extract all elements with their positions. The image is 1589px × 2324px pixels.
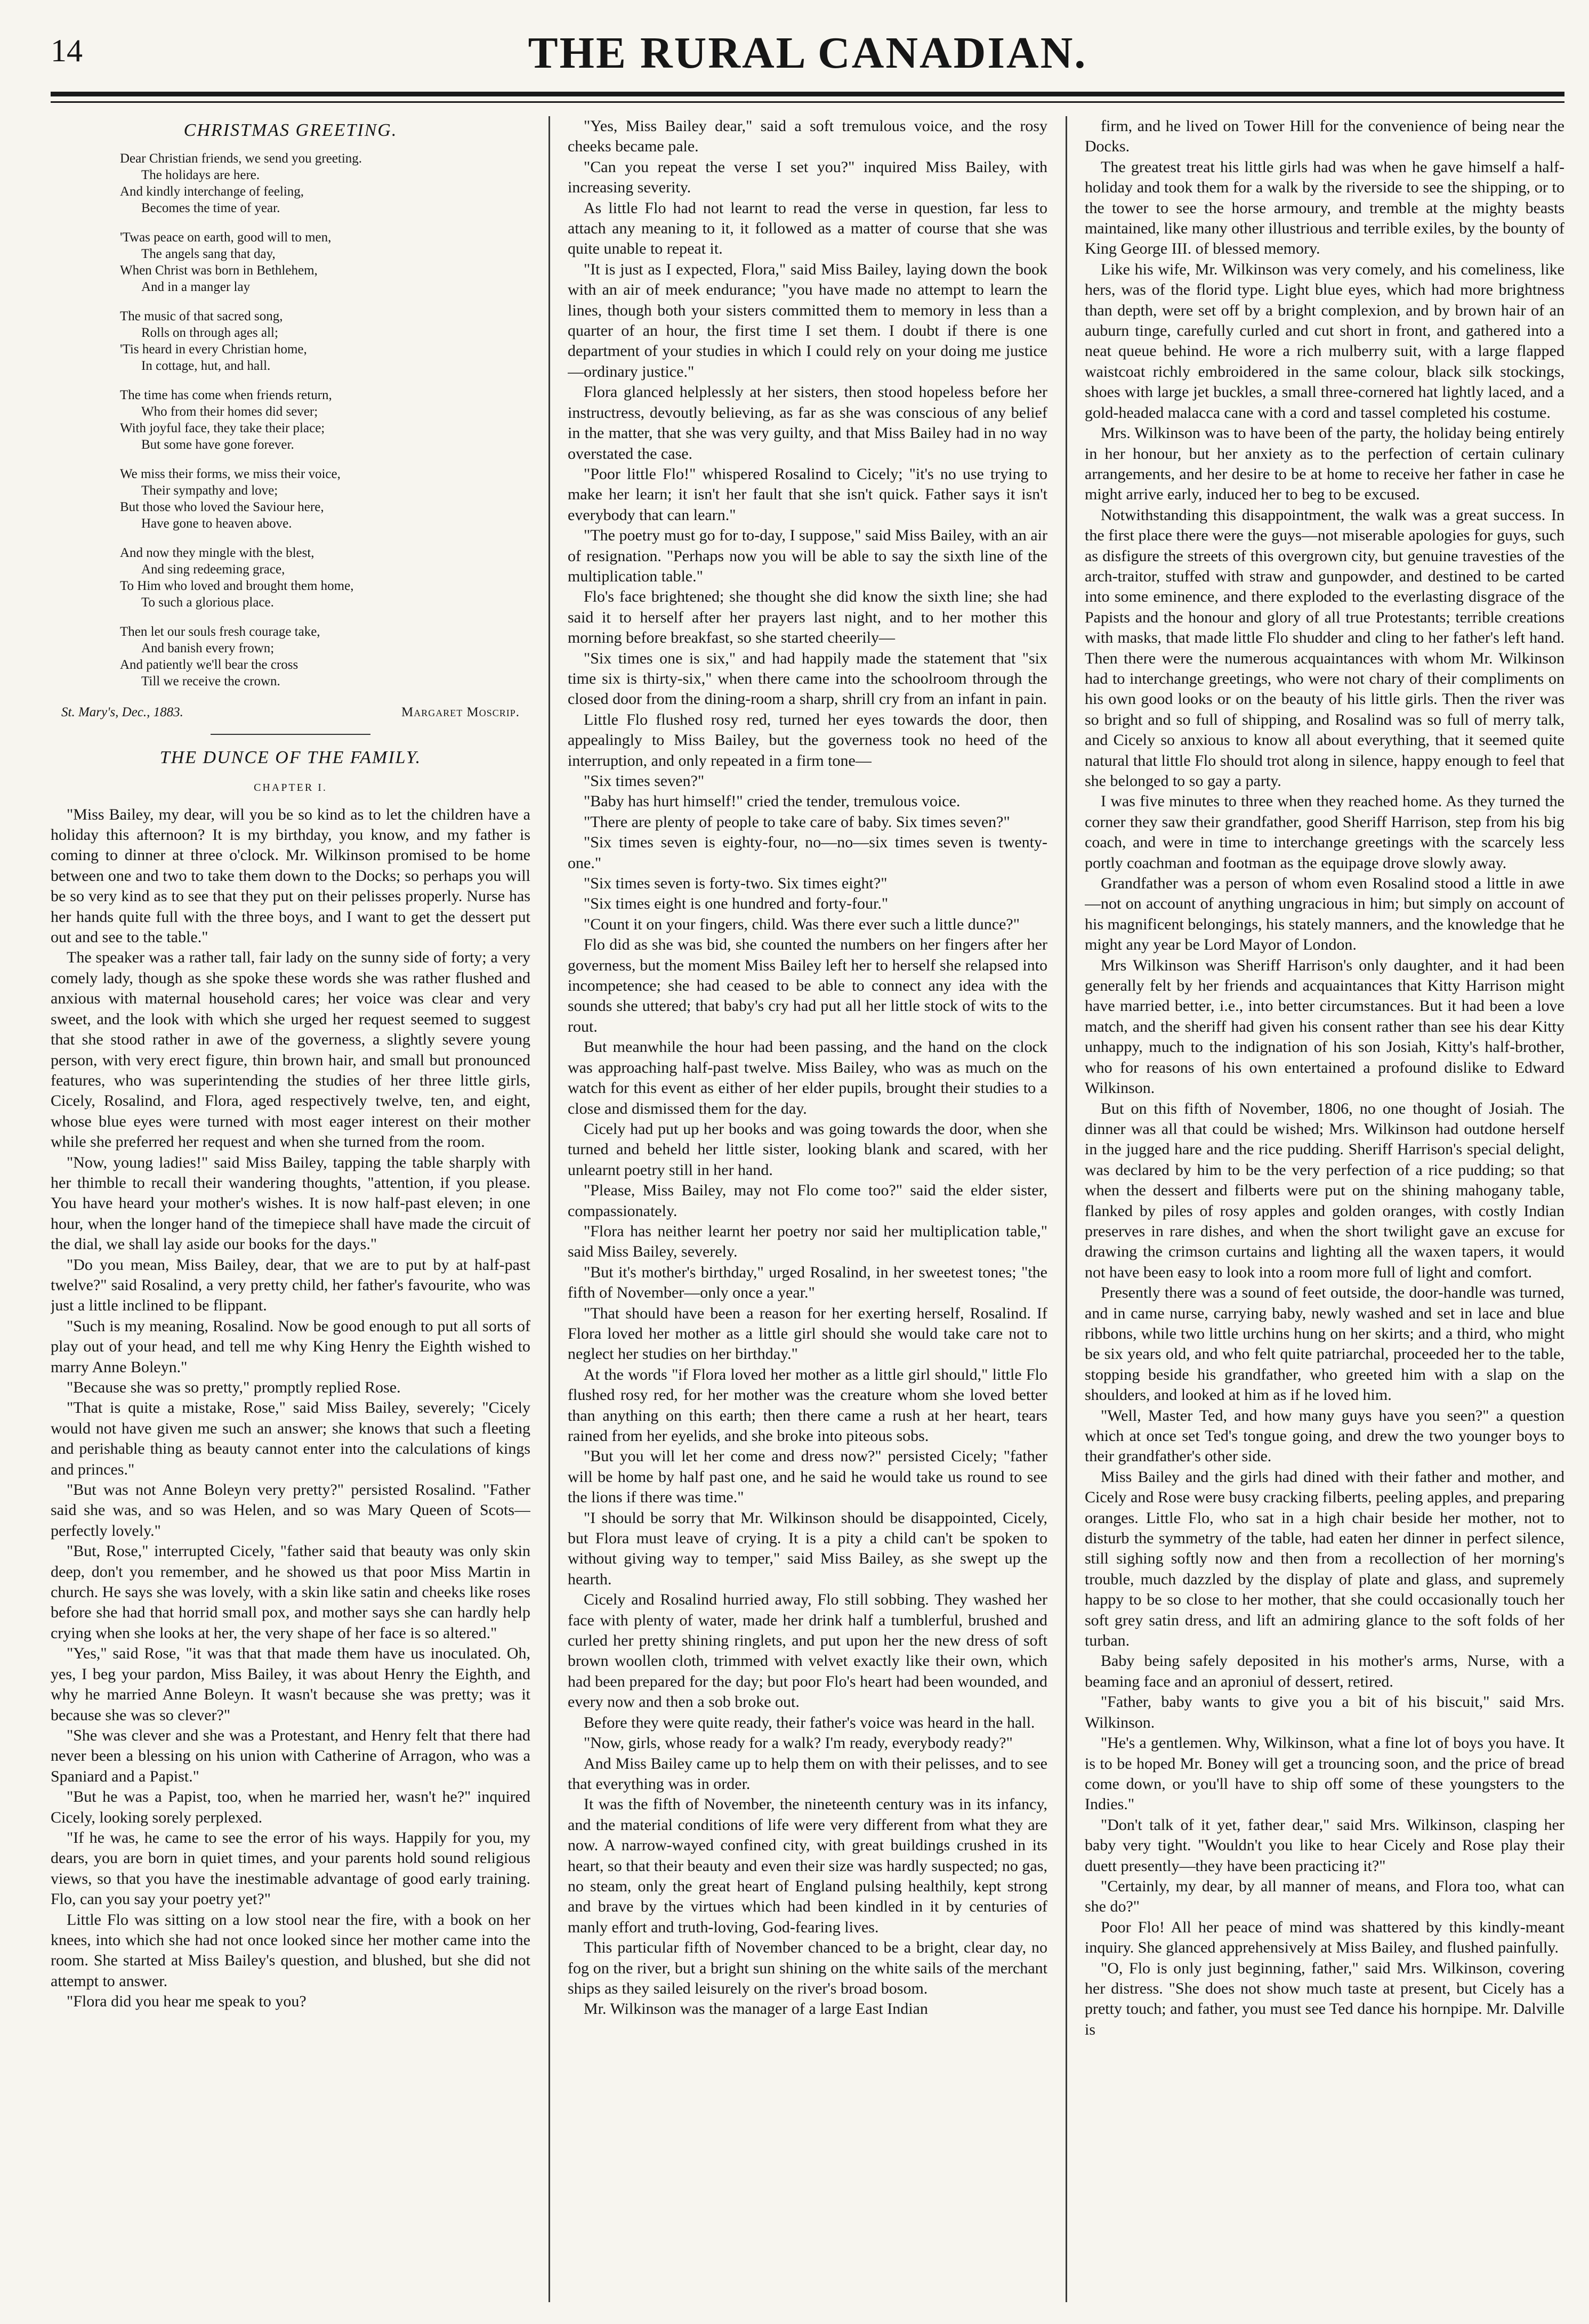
poem-line: 'Twas peace on earth, good will to men,: [120, 230, 332, 245]
story-title: THE DUNCE OF THE FAMILY.: [159, 747, 422, 767]
paragraph: "Six times eight is one hundred and forty-four.": [584, 895, 889, 913]
poem-line: Have gone to heaven above.: [141, 516, 292, 531]
paragraph: Before they were quite ready, their father's voice was heard in the hall.: [584, 1713, 1035, 1731]
paragraph: "Count it on your fingers, child. Was there ever such a little dunce?": [584, 915, 1020, 933]
paragraph: firm, and he lived on Tower Hill for the convenience of being near the Docks.: [1085, 117, 1564, 156]
paragraph: "O, Flo is only just beginning, father," said Mrs. Wilkinson, covering her distress. "She does not show much taste at present, but Cicely has a pretty touch; and father, you must see Ted dance his hornpipe. Mr. Dalville is: [1085, 1959, 1564, 2038]
paragraph: "I should be sorry that Mr. Wilkinson should be disappointed, Cicely, but Flora must leave of crying. It is a pity a child can't be spoken to without giving way to temper," said Miss Bailey, as she swept up the hearth.: [568, 1509, 1047, 1588]
paragraph: Flora glanced helplessly at her sisters, then stood hopeless before her instructress, devoutly believing, as far as she was conscious of any belief in the matter, that she was very guilty, and that Miss Bailey had in no way overstated the case.: [568, 383, 1047, 463]
paragraph: "If he was, he came to see the error of his ways. Happily for you, my dears, you are born in quiet times, and your parents hold sound religious views, so that you have the inestimable advantage of good early training. Flo, can you say your poetry yet?": [51, 1828, 530, 1908]
paragraph: "Six times seven is forty-two. Six times eight?": [584, 874, 888, 893]
poem-line: In cottage, hut, and hall.: [141, 359, 271, 374]
paragraph: "But it's mother's birthday," urged Rosalind, in her sweetest tones; "the fifth of November—only once a year.": [568, 1263, 1047, 1302]
poem-place-date: St. Mary's, Dec., 1883.: [61, 705, 183, 720]
poem-line: The holidays are here.: [141, 168, 260, 183]
paragraph: "Six times seven?": [584, 772, 705, 790]
poem-line: The music of that sacred song,: [120, 309, 283, 324]
poem-signature: [61, 702, 520, 723]
poem-line: Till we receive the crown.: [141, 674, 280, 689]
column-3-text: [1085, 116, 1564, 2040]
paragraph: The greatest treat his little girls had was when he gave himself a half-holiday and took them for a walk by the riverside to see the shipping, or to the tower to see the horse armoury, and tremble at the mighty beasts maintained, like many other illustrious and terrible exiles, by the bounty of King George III. of blessed memory.: [1085, 158, 1564, 258]
paragraph: This particular fifth of November chanced to be a bright, clear day, no fog on the river, but a bright sun shining on the white sails of the merchant ships as they sailed leisurely on the river's broad bosom.: [568, 1939, 1047, 1997]
paragraph: "There are plenty of people to take care of baby. Six times seven?": [584, 813, 1010, 831]
paragraph: Mrs Wilkinson was Sheriff Harrison's only daughter, and it had been generally felt by her friends and acquaintances that Kitty Harrison might have married better, i.e., into better circumstances. But it had been a love match, and the sheriff had given his consent rather than see his dear Kitty unhappy, much to the indignation of his son Josiah, Kitty's half-brother, who for reasons of his own entertained a profound dislike to Edward Wilkinson.: [1085, 956, 1564, 1097]
paragraph: Notwithstanding this disappointment, the walk was a great success. In the first place there were the guys—not miserable apologies for guys, such as disfigure the streets of this overgrown city, but genuine travesties of the arch-traitor, stuffed with straw and gunpowder, and destined to be carted into some eminence, and there exploded to the everlasting disgrace of the Papists and the honour and glory of all true Protestants; terrible creations with masks, that made little Flo shudder and cling to her father's left hand. Then there were the numerous acquaintances with whom Mr. Wilkinson had to interchange greetings, who were not chary of their compliments on his own good looks or on the beauty of his little girls. Then the river was so bright and so full of shipping, and Rosalind was so full of merry talk, and Cicely so anxious to know all about everything, that it seemed quite natural that little Flo should trot along in silence, happy enough to feel that she belonged to so gay a party.: [1085, 506, 1564, 790]
poem-line: And now they mingle with the blest,: [120, 546, 314, 561]
paragraph: "Yes," said Rose, "it was that that made them have us inoculated. Oh, yes, I beg your pardon, Miss Bailey, it was about Henry the Eighth, and why he married Anne Boleyn. It wasn't because she was pretty; was it because she was so clever?": [51, 1645, 530, 1724]
masthead-rule-thick: [51, 92, 1564, 96]
paragraph: Little Flo was sitting on a low stool near the fire, with a book on her knees, into which she had not once looked since her mother came into the room. She started at Miss Bailey's question, and blushed, but she did not attempt to answer.: [51, 1910, 530, 1990]
paragraph: Baby being safely deposited in his mother's arms, Nurse, with a beaming face and an aproniul of dessert, retired.: [1085, 1652, 1564, 1690]
column-3: [1085, 116, 1564, 2302]
paragraph: "Flora has neither learnt her poetry nor said her multiplication table," said Miss Bailey, severely.: [568, 1222, 1047, 1261]
poem-line: We miss their forms, we miss their voice,: [120, 467, 341, 482]
column-2-text: [568, 116, 1047, 2020]
poem-line: And kindly interchange of feeling,: [120, 184, 304, 199]
poem-line: With joyful face, they take their place;: [120, 421, 325, 436]
column-1-text: [51, 805, 530, 2012]
paragraph: "Baby has hurt himself!" cried the tender, tremulous voice.: [584, 792, 961, 811]
column-1: [51, 116, 530, 2302]
paragraph: "Father, baby wants to give you a bit of his biscuit," said Mrs. Wilkinson.: [1085, 1693, 1564, 1731]
poem-author: Margaret Moscrip.: [401, 705, 520, 720]
paragraph: "That should have been a reason for her exerting herself, Rosalind. If Flora loved her mother as a little girl should she would take care not to neglect her studies on her birthday.": [568, 1304, 1047, 1363]
paragraph: "Don't talk of it yet, father dear," said Mrs. Wilkinson, clasping her baby very tight. "Wouldn't you like to hear Cicely and Rose play their duett presently—they have been practicing it?": [1085, 1816, 1564, 1875]
poem-stanza: [120, 150, 530, 216]
paragraph: Cicely and Rosalind hurried away, Flo still sobbing. They washed her face with plenty of water, made her drink half a tumblerful, brushed and curled her pretty shining ringlets, and put upon her the new dress of soft brown woollen cloth, trimmed with velvet exactly like their own, which had been prepared for the day; but poor Flo's heart had been wounded, and every now and then a sob broke out.: [568, 1591, 1047, 1711]
paragraph: "Please, Miss Bailey, may not Flo come too?" said the elder sister, compassionately.: [568, 1181, 1047, 1220]
poem-line: The time has come when friends return,: [120, 388, 332, 403]
paragraph: It was the fifth of November, the nineteenth century was in its infancy, and the material conditions of life were very different from what they are now. A narrow-wayed confined city, with great buildings crushed in its heart, so that their beauty and even their size was hardly suspected; no gas, no steam, only the great heart of England pulsing healthily, kept strong and brave by the virtues which had been kindled in it by centuries of manly effort and truth-loving, God-fearing lives.: [568, 1795, 1047, 1936]
paragraph: Grandfather was a person of whom even Rosalind stood a little in awe—not on account of anything ungracious in him; but simply on account of his magnificent belongings, his stately manners, and the knowledge that he might any year be Lord Mayor of London.: [1085, 874, 1564, 954]
masthead: [51, 27, 1564, 91]
paragraph: And Miss Bailey came up to help them on with their pelisses, and to see that everything was in order.: [568, 1754, 1047, 1793]
paragraph: Flo did as she was bid, she counted the numbers on her fingers after her governess, but the moment Miss Bailey left her to herself she relapsed into incompetence; she had ceased to be able to connect any idea with the sounds she uttered; that baby's cry had put all her little stock of wits to the rout.: [568, 936, 1047, 1035]
paragraph: "Poor little Flo!" whispered Rosalind to Cicely; "it's no use trying to make her learn; it isn't her fault that she isn't quick. Father says it isn't everybody that can learn.": [568, 465, 1047, 524]
paragraph: At the words "if Flora loved her mother as a little girl should," little Flo flushed rosy red, for her mother was the creature whom she loved better than anything on this earth; then there came a rush at her heart, tears rained from her eyelids, and she broke into piteous sobs.: [568, 1365, 1047, 1445]
newspaper-page: [51, 27, 1564, 2302]
masthead-rule-thin: [51, 101, 1564, 103]
paragraph: Flo's face brightened; she thought she did know the sixth line; she had said it to herself after her prayers last night, and to her mother this morning before breakfast, so she started cheerily—: [568, 588, 1047, 647]
poem-line: And banish every frown;: [141, 641, 275, 656]
poem-line: And patiently we'll bear the cross: [120, 658, 299, 673]
poem-stanza: [120, 466, 530, 532]
poem-stanza: [120, 387, 530, 453]
paragraph: "Now, girls, whose ready for a walk? I'm ready, everybody ready?": [584, 1734, 1013, 1752]
poem-line: Becomes the time of year.: [141, 201, 280, 216]
paragraph: "Such is my meaning, Rosalind. Now be good enough to put all sorts of play out of your head, and tell me why King Henry the Eighth wished to marry Anne Boleyn.": [51, 1317, 530, 1376]
poem-stanza: [120, 229, 530, 295]
newspaper-title: THE RURAL CANADIAN.: [528, 28, 1087, 78]
paragraph: Cicely had put up her books and was going towards the door, when she turned and beheld her little sister, looking blank and scared, with her unlearnt poetry still in her hand.: [568, 1120, 1047, 1179]
paragraph: "He's a gentlemen. Why, Wilkinson, what a fine lot of boys you have. It is to be hoped Mr. Boney will get a trouncing soon, and the price of bread come down, or you'll have to ship off some of these youngsters to the Indies.": [1085, 1734, 1564, 1813]
poem-line: And sing redeeming grace,: [141, 562, 285, 577]
page-number: 14: [51, 33, 83, 68]
paragraph: "Flora did you hear me speak to you?: [67, 1993, 306, 2011]
paragraph: "Do you mean, Miss Bailey, dear, that we are to put by at half-past twelve?" said Rosalind, a very pretty child, her father's favourite, who was just a little inclined to be flippant.: [51, 1256, 530, 1315]
paragraph: Mrs. Wilkinson was to have been of the party, the holiday being entirely in her honour, but her anxiety as to the perfection of certain culinary arrangements, and her desire to be at home to receive her father in case he might arrive early, induced her to beg to be excused.: [1085, 424, 1564, 504]
chapter-heading: CHAPTER I.: [254, 782, 327, 794]
paragraph: As little Flo had not learnt to read the verse in question, far less to attach any meaning to it, it followed as a matter of course that she was quite unable to repeat it.: [568, 199, 1047, 258]
paragraph: Poor Flo! All her peace of mind was shattered by this kindly-meant inquiry. She glanced apprehensively at Miss Bailey, and flushed painfully.: [1085, 1918, 1564, 1957]
paragraph: "Because she was so pretty," promptly replied Rose.: [67, 1379, 401, 1396]
paragraph: "But you will let her come and dress now?" persisted Cicely; "father will be home by half past one, and he said he would take us round to see the lions if there was time.": [568, 1447, 1047, 1507]
poem-stanza: [120, 308, 530, 374]
paragraph: "But he was a Papist, too, when he married her, wasn't he?" inquired Cicely, looking sorely perplexed.: [51, 1788, 530, 1826]
poem-line: To Him who loved and brought them home,: [120, 579, 354, 594]
column-divider: [549, 116, 550, 2302]
poem-line: Then let our souls fresh courage take,: [120, 625, 320, 639]
paragraph: "Yes, Miss Bailey dear," said a soft tremulous voice, and the rosy cheeks became pale.: [568, 117, 1047, 156]
paragraph: "The poetry must go for to-day, I suppose," said Miss Bailey, with an air of resignation. "Perhaps now you will be able to say the sixth line of the multiplication table.": [568, 527, 1047, 585]
poem-line: Who from their homes did sever;: [141, 404, 318, 419]
paragraph: I was five minutes to three when they reached home. As they turned the corner they saw their grandfather, good Sheriff Harrison, step from his big coach, and were in time to interchange greetings with the scarcely less portly coachman and footman as the equipage drove slowly away.: [1085, 792, 1564, 872]
poem-line: Rolls on through ages all;: [141, 326, 278, 341]
column-2: [568, 116, 1047, 2302]
paragraph: "Six times one is six," and had happily made the statement that "six time six is thirty-six," when there came into the schoolroom through the closed door from the dining-room a sharp, shrill cry from an infant in pain.: [568, 649, 1047, 708]
paragraph: "She was clever and she was a Protestant, and Henry felt that there had never been a blessing on his union with Catherine of Arragon, who was a Spaniard and a Papist.": [51, 1726, 530, 1785]
paragraph: "Well, Master Ted, and how many guys have you seen?" a question which at once set Ted's tongue going, and drew the two younger boys to their grandfather's other side.: [1085, 1406, 1564, 1465]
poem-line: But those who loved the Saviour here,: [120, 500, 324, 515]
poem-title: CHRISTMAS GREETING.: [183, 120, 398, 140]
paragraph: Presently there was a sound of feet outside, the door-handle was turned, and in came nurse, carrying baby, newly washed and set in lace and blue ribbons, while two little urchins hung on her skirts; and a third, who might be six years old, and who felt quite patriarchal, proceeded her to the table, stopping beside his grandfather, who greeted him with a slap on the shoulders, and looked at him as if he loved him.: [1085, 1284, 1564, 1404]
paragraph: "Miss Bailey, my dear, will you be so kind as to let the children have a holiday this afternoon? It is my birthday, you know, and my father is coming to dinner at three o'clock. Mr. Wilkinson promised to be home between one and two to take them down to the Docks; so perhaps you will be so very kind as to see that they put on their pelisses properly. Nurse has her hands quite full with the three boys, and I want to get the dessert put out and see to the table.": [51, 805, 530, 946]
poem-line: The angels sang that day,: [141, 247, 276, 262]
section-divider: [211, 734, 370, 735]
paragraph: Little Flo flushed rosy red, turned her eyes towards the door, then appealingly to Miss Bailey, but the governess took no heed of the interruption, and only repeated in a firm tone—: [568, 710, 1047, 770]
paragraph: "Can you repeat the verse I set you?" inquired Miss Bailey, with increasing severity.: [568, 158, 1047, 197]
poem-line: When Christ was born in Bethlehem,: [120, 263, 318, 278]
poem-line: But some have gone forever.: [141, 438, 294, 452]
paragraph: "Certainly, my dear, by all manner of means, and Flora too, what can she do?": [1085, 1877, 1564, 1916]
paragraph: "Six times seven is eighty-four, no—no—six times seven is twenty-one.": [568, 833, 1047, 872]
poem-line: 'Tis heard in every Christian home,: [120, 342, 307, 357]
poem-body: [120, 150, 530, 690]
poem-line: Their sympathy and love;: [141, 483, 278, 498]
poem-line: To such a glorious place.: [141, 595, 274, 610]
paragraph: Mr. Wilkinson was the manager of a large East Indian: [584, 2000, 928, 2018]
paragraph: But on this fifth of November, 1806, no one thought of Josiah. The dinner was all that could be wished; Mrs. Wilkinson had outdone herself in the jugged hare and the rice pudding. Sheriff Harrison's special delight, was declared by him to be the very perfection of a rice pudding; so that when the dessert and filberts were put on the shining mahogany table, flanked by piles of rosy apples and golden oranges, with costly Indian preserves in rare dishes, and when the short twilight gave an excuse for drawing the crimson curtains and lighting all the waxen tapers, it would not have been easy to look into a room more full of light and comfort.: [1085, 1099, 1564, 1281]
paragraph: But meanwhile the hour had been passing, and the hand on the clock was approaching half-past twelve. Miss Bailey, who was as much on the watch for this event as either of her elder pupils, brought their studies to a close and dismissed them for the day.: [568, 1038, 1047, 1118]
column-divider: [1066, 116, 1067, 2302]
paragraph: "It is just as I expected, Flora," said Miss Bailey, laying down the book with an air of meek endurance; "you have made no attempt to learn the lines, though both your sisters committed them to memory in less than a quarter of an hour, the first time I set them. I doubt if there is one department of your studies in which I could rely on your doing me justice—ordinary justice.": [568, 260, 1047, 380]
paragraph: "Now, young ladies!" said Miss Bailey, tapping the table sharply with her thimble to recall their wandering thoughts, "attention, if you please. You have heard your mother's wishes. It is now half-past eleven; in one hour, when the longer hand of the timepiece shall have made the circuit of the dial, we shall lay aside our books for the days.": [51, 1153, 530, 1253]
paragraph: "But was not Anne Boleyn very pretty?" persisted Rosalind. "Father said she was, and so was Helen, and so was Mary Queen of Scots—perfectly lovely.": [51, 1481, 530, 1540]
poem-stanza: [120, 623, 530, 690]
paragraph: Miss Bailey and the girls had dined with their father and mother, and Cicely and Rose were busy cracking filberts, peeling apples, and preparing oranges. Little Flo, who sat in a high chair beside her mother, not to disturb the symmetry of the table, had eaten her dinner in perfect silence, still sighing softly now and then from a recollection of her morning's trouble, much dazzled by the display of plate and glass, and supremely happy to be so close to her mother, that she could occasionally touch her soft grey satin dress, and lift an admiring glance to the soft folds of her turban.: [1085, 1468, 1564, 1650]
poem-stanza: [120, 545, 530, 611]
paragraph: "But, Rose," interrupted Cicely, "father said that beauty was only skin deep, don't you remember, and he showed us that poor Miss Martin in church. He says she was lovely, with a skin like satin and cheeks like roses before she had that horrid small pox, and mother says she can hardly help crying when she looks at her, the very shape of her face is so altered.": [51, 1542, 530, 1642]
paragraph: Like his wife, Mr. Wilkinson was very comely, and his comeliness, like hers, was of the florid type. Light blue eyes, which had more brightness than depth, were set off by a bright complexion, and by brown hair of an auburn tinge, carefully curled and cut short in front, and gathered into a neat queue behind. He wore a rich mulberry suit, with a large flapped waistcoat richly embroidered in the same colour, black silk stockings, shoes with large jet buckles, a small three-cornered hat lightly laced, and a gold-headed malacca cane with a cord and tassel completed his costume.: [1085, 260, 1564, 422]
article-columns: [51, 116, 1564, 2302]
poem-line: And in a manger lay: [141, 280, 251, 295]
paragraph: The speaker was a rather tall, fair lady on the sunny side of forty; a very comely lady, though as she spoke these words she was rather flushed and anxious with maternal household cares; her voice was clear and very sweet, and the look with which she urged her request seemed to suggest that she stood rather in awe of the governess, a slightly severe young person, with very erect figure, thin brown hair, and small but pronounced features, who was superintending the studies of her three little girls, Cicely, Rosalind, and Flora, aged respectively twelve, ten, and eight, whose blue eyes were turned with most eager interest on their mother while she preferred her request and when she turned from the room.: [51, 949, 530, 1151]
paragraph: "That is quite a mistake, Rose," said Miss Bailey, severely; "Cicely would not have given me such an answer; she knows that such a fleeting and perishable thing as beauty cannot enter into the calculations of kings and princes.": [51, 1399, 530, 1478]
poem-line: Dear Christian friends, we send you greeting.: [120, 151, 362, 166]
